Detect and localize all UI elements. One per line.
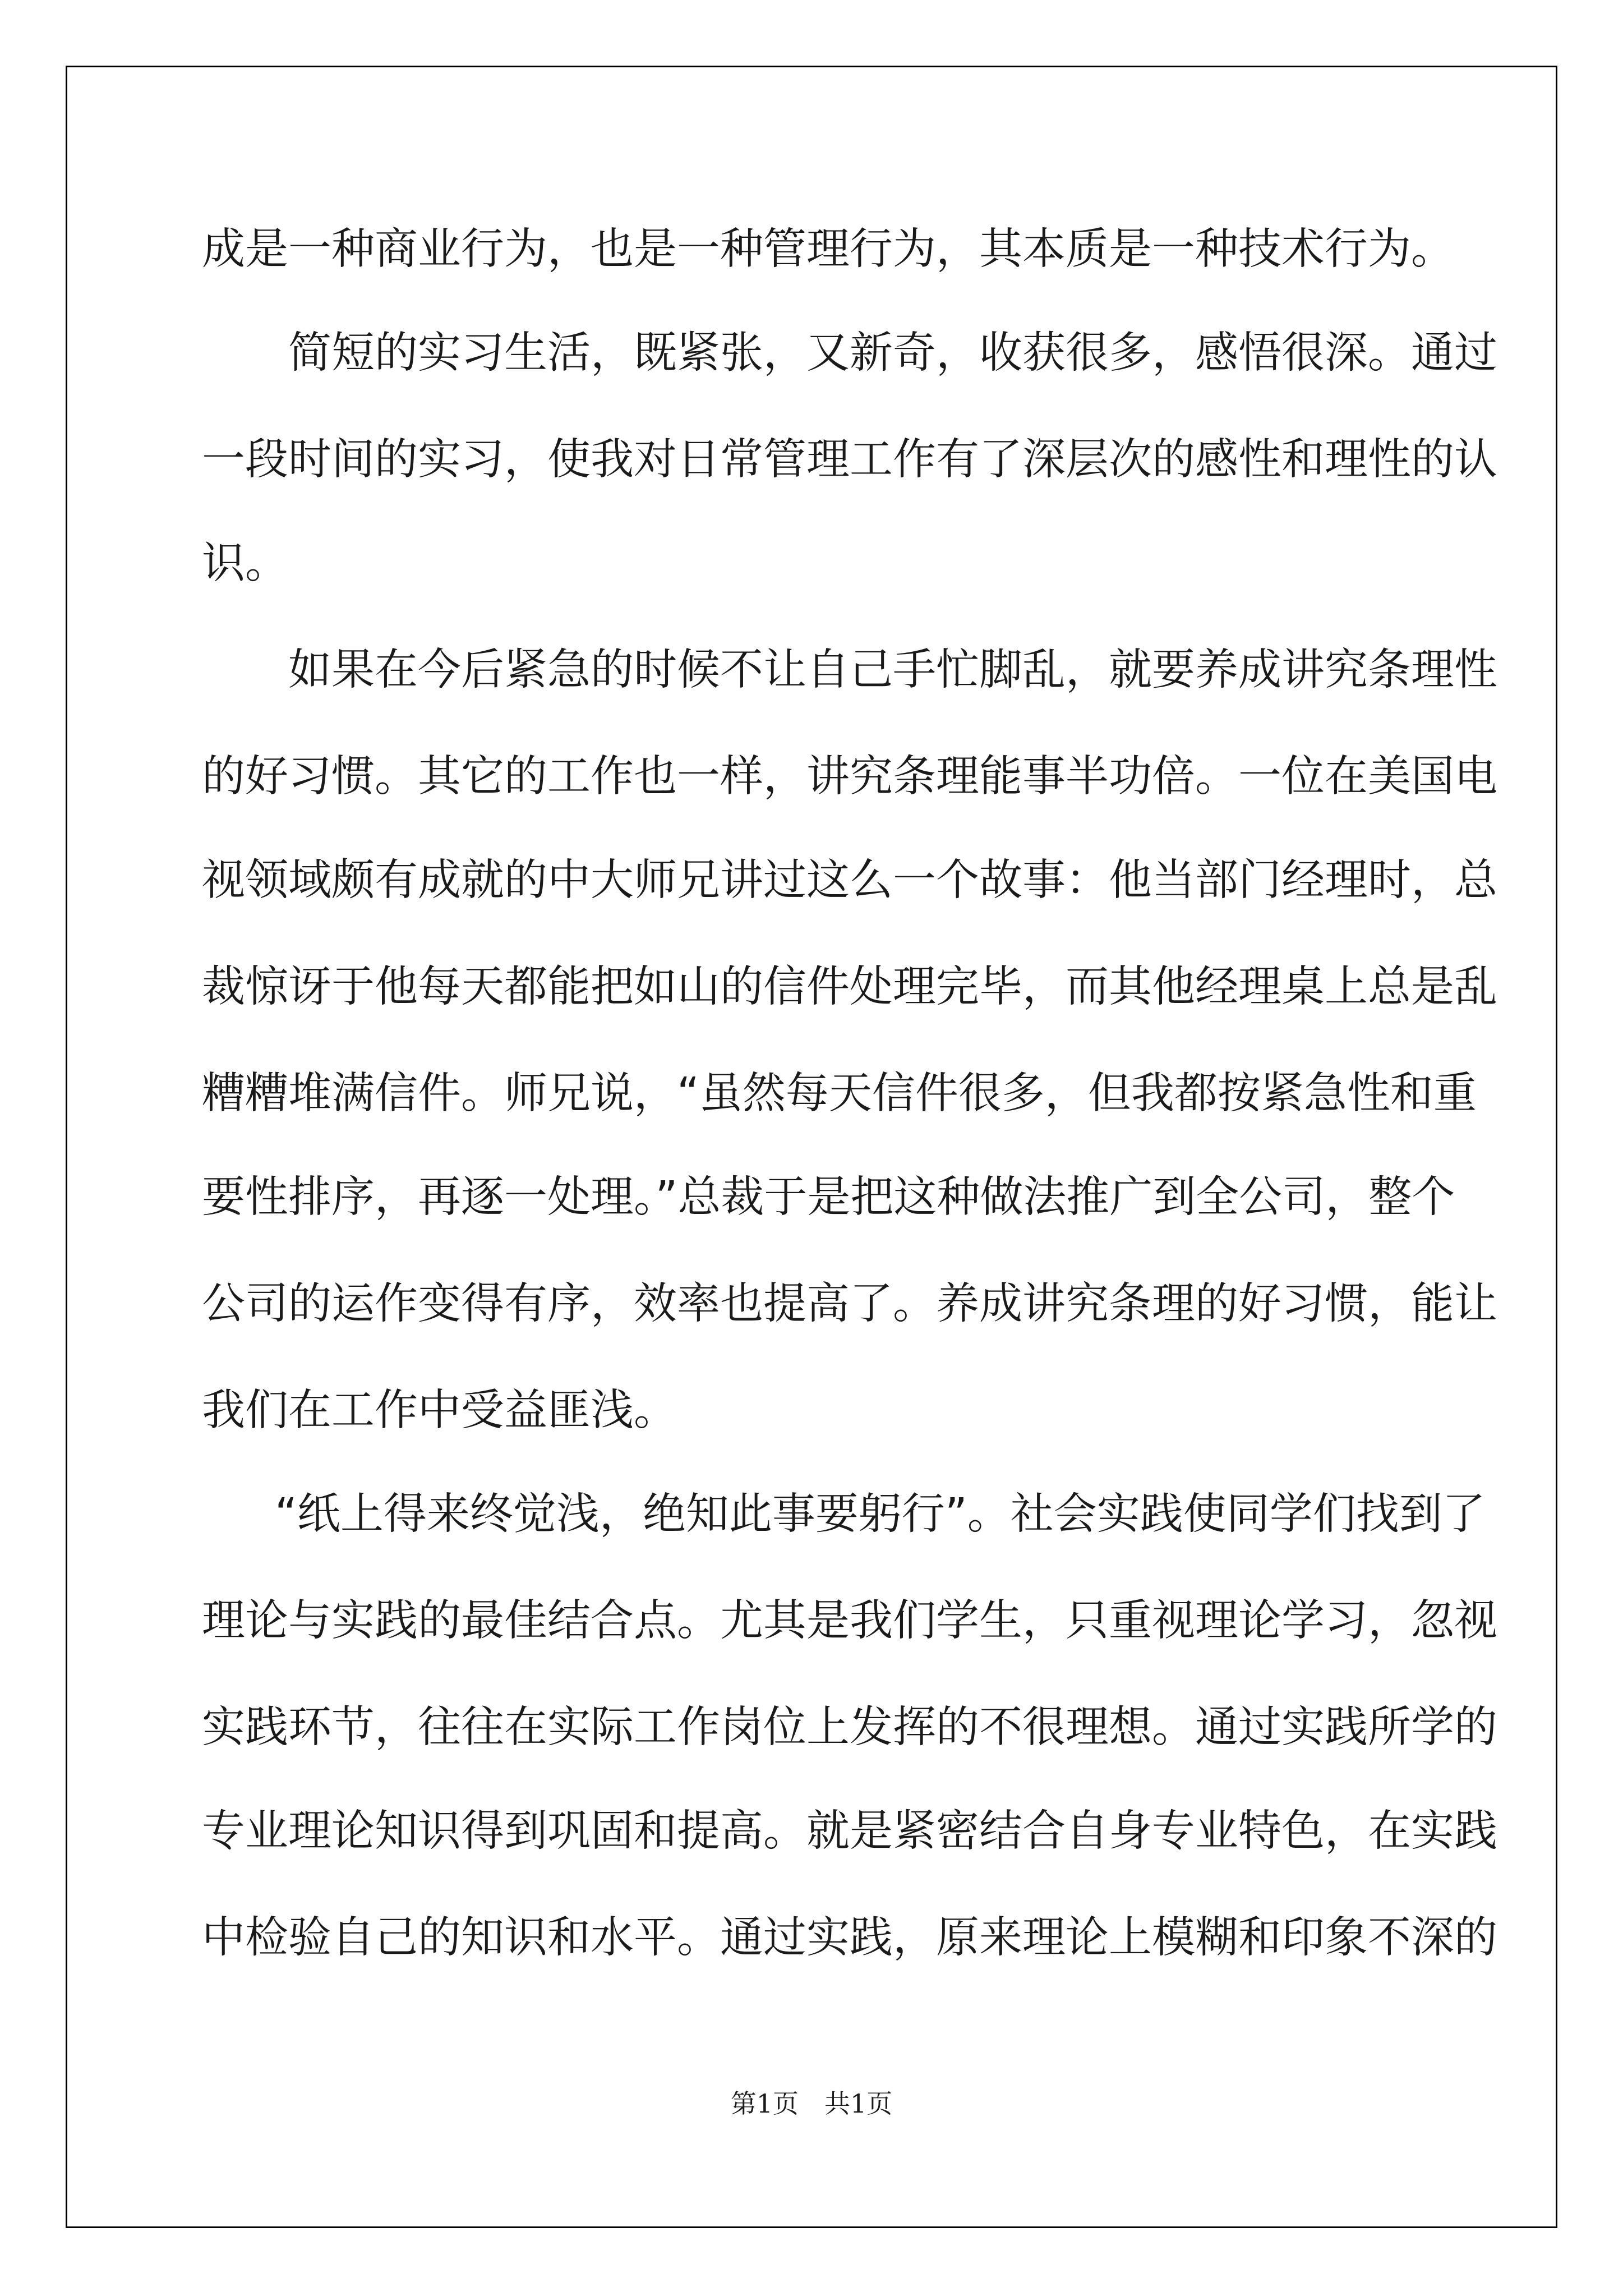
text-line: 要性排序，再逐一处理。”总裁于是把这种做法推广到全公司，整个 bbox=[202, 1172, 1455, 1222]
text-line: 专业理论知识得到巩固和提高。就是紧密结合自身专业特色，在实践 bbox=[202, 1806, 1497, 1856]
text-line: 糟糟堆满信件。师兄说，“虽然每天信件很多，但我都按紧急性和重 bbox=[202, 1069, 1477, 1119]
text-line: 中检验自己的知识和水平。通过实践，原来理论上模糊和印象不深的 bbox=[202, 1913, 1497, 1963]
text-line: “纸上得来终觉浅，绝知此事要躬行”。社会实践使同学们找到了 bbox=[275, 1489, 1486, 1539]
text-line: 一段时间的实习，使我对日常管理工作有了深层次的感性和理性的认 bbox=[202, 435, 1497, 485]
text-line: 实践环节，往往在实际工作岗位上发挥的不很理想。通过实践所学的 bbox=[202, 1703, 1497, 1752]
text-line: 简短的实习生活，既紧张，又新奇，收获很多，感悟很深。通过 bbox=[288, 328, 1497, 378]
text-line: 的好习惯。其它的工作也一样，讲究条理能事半功倍。一位在美国电 bbox=[202, 752, 1497, 802]
text-line: 成是一种商业行为，也是一种管理行为，其本质是一种技术行为。 bbox=[202, 224, 1454, 274]
page-number: 第1页 共1页 bbox=[730, 2088, 893, 2119]
page-border bbox=[66, 66, 1557, 2228]
text-line: 我们在工作中受益匪浅。 bbox=[202, 1386, 677, 1435]
text-line: 识。 bbox=[202, 539, 288, 588]
text-line: 理论与实践的最佳结合点。尤其是我们学生，只重视理论学习，忽视 bbox=[202, 1596, 1497, 1646]
text-line: 公司的运作变得有序，效率也提高了。养成讲究条理的好习惯，能让 bbox=[202, 1279, 1497, 1329]
text-line: 如果在今后紧急的时候不让自己手忙脚乱，就要养成讲究条理性 bbox=[288, 645, 1497, 695]
text-line: 视领域颇有成就的中大师兄讲过这么一个故事：他当部门经理时，总 bbox=[202, 855, 1497, 905]
text-line: 裁惊讶于他每天都能把如山的信件处理完毕，而其他经理桌上总是乱 bbox=[202, 962, 1497, 1012]
